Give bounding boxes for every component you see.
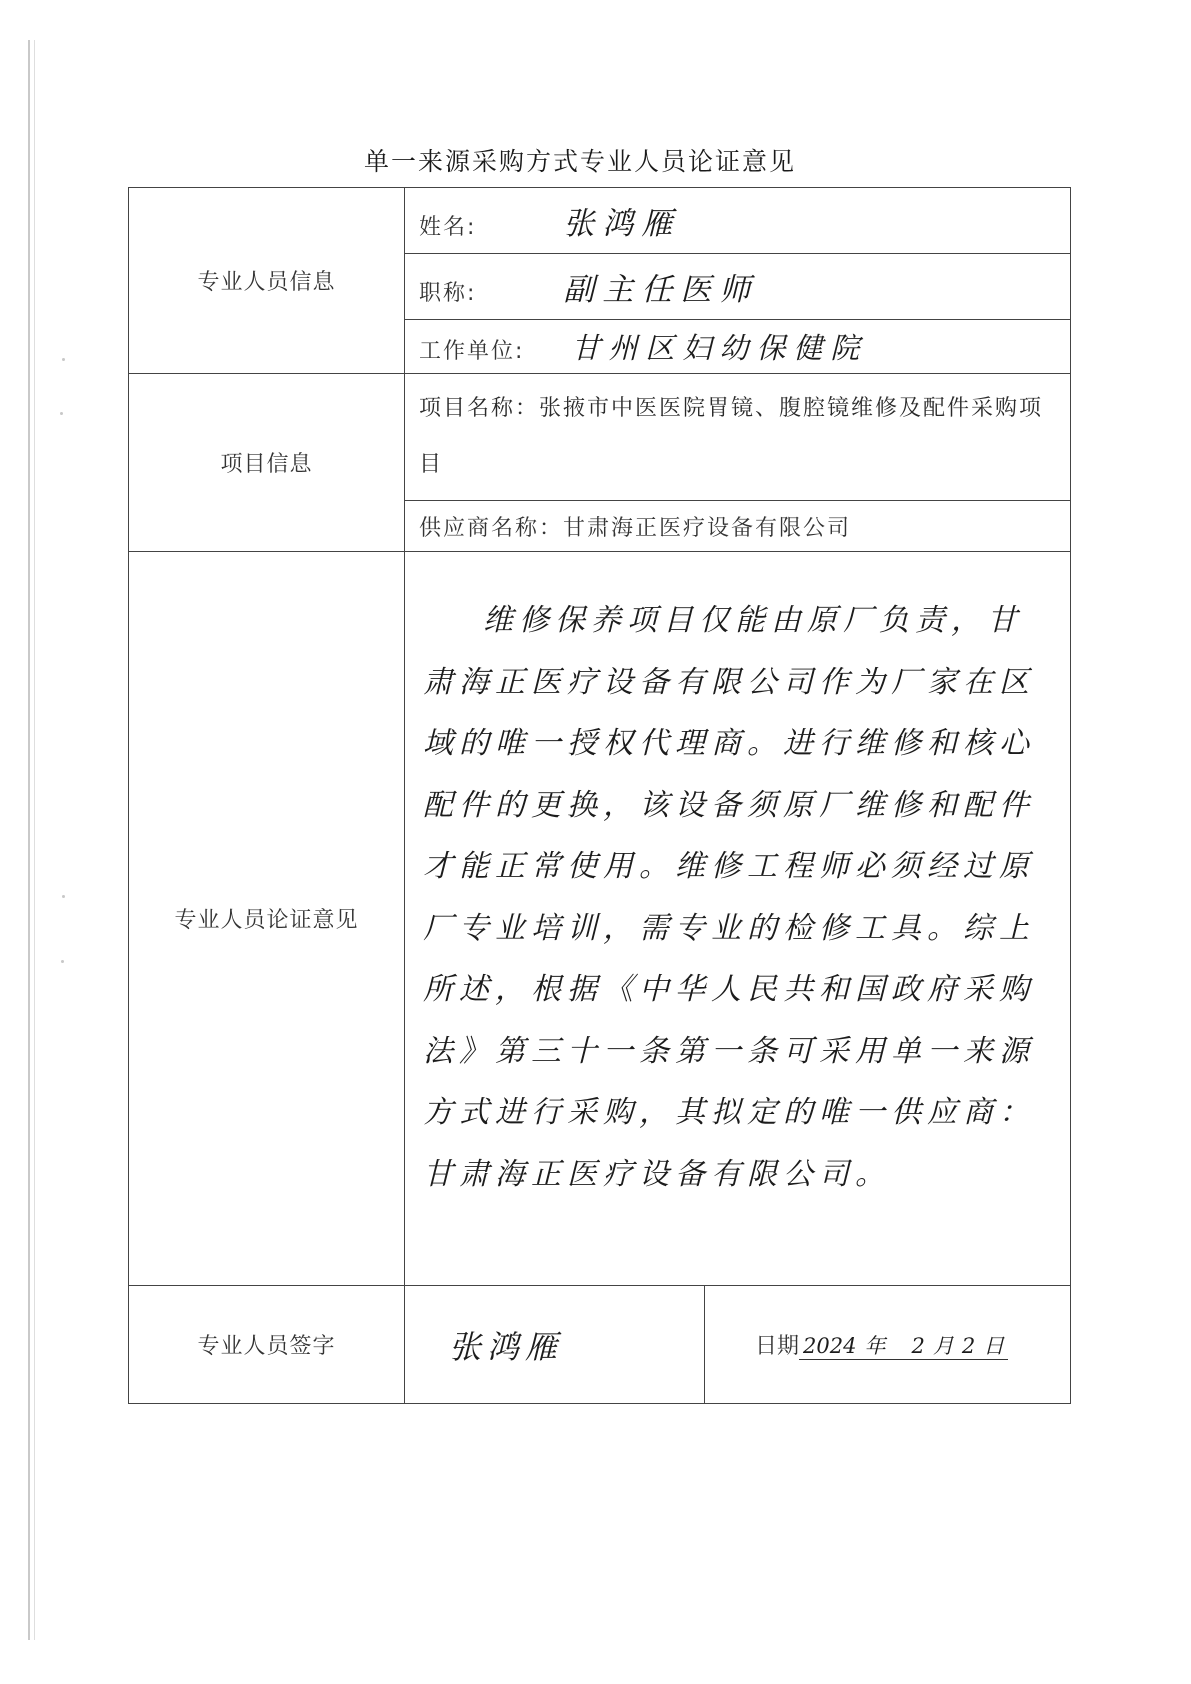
scan-speck: [60, 412, 63, 415]
supplier-name: 供应商名称：甘肃海正医疗设备有限公司: [405, 501, 1071, 552]
signature-row: [129, 1286, 1071, 1404]
binding-line-inner: [34, 40, 35, 1640]
work-unit-value: 甘州区妇幼保健院: [571, 331, 868, 365]
binding-line: [28, 40, 30, 1640]
signature-value: 张鸿雁: [449, 1327, 564, 1366]
opinion-row: [129, 552, 1071, 1286]
date-year-unit: 年: [860, 1333, 889, 1360]
opinion-cell: [405, 552, 1071, 1286]
date-day-unit: 日: [979, 1333, 1008, 1360]
date-year: 2024: [799, 1333, 860, 1360]
job-title-field: [405, 254, 1071, 320]
project-name: 项目名称：张掖市中医医院胃镜、腹腔镜维修及配件采购项目: [405, 374, 1071, 501]
document-title: 单一来源采购方式专业人员论证意见: [363, 147, 796, 176]
name-row: [129, 188, 1071, 254]
job-title-value: 副主任医师: [563, 272, 759, 308]
date-cell: [705, 1286, 1071, 1404]
work-unit-label: 工作单位:: [419, 339, 525, 364]
signature-cell: [405, 1286, 705, 1404]
date-label: 日期: [755, 1334, 800, 1359]
scan-speck: [62, 358, 65, 361]
name-value: 张鸿雁: [563, 206, 681, 242]
date-month-unit: 月: [929, 1333, 958, 1360]
job-title-label: 职称:: [419, 281, 477, 306]
personnel-info-label: 专业人员信息: [129, 188, 405, 374]
name-label: 姓名:: [419, 215, 477, 240]
date-day: 2: [958, 1333, 979, 1360]
argumentation-form: [128, 187, 1071, 1404]
scan-speck: [61, 960, 64, 963]
name-field: [405, 188, 1071, 254]
signature-label: 专业人员签字: [129, 1286, 405, 1404]
scan-speck: [62, 895, 65, 898]
opinion-label: 专业人员论证意见: [129, 552, 405, 1286]
date-month: 2: [889, 1333, 928, 1360]
project-name-row: [129, 374, 1071, 501]
work-unit-field: [405, 320, 1071, 374]
opinion-text: 维修保养项目仅能由原厂负责，甘肃海正医疗设备有限公司作为厂家在区域的唯一授权代理商。进行维修和核心配件的更换，该设备须原厂维修和配件才能正常使用。维修工程师必须经过原厂专业培训，需专业的检修工具。综上所述，根据《中华人民共和国政府采购法》第三十一条第一条可采用单一来源方式进行采购，其拟定的唯一供应商：甘肃海正医疗设备有限公司。: [423, 603, 1035, 1192]
project-info-label: 项目信息: [129, 374, 405, 552]
